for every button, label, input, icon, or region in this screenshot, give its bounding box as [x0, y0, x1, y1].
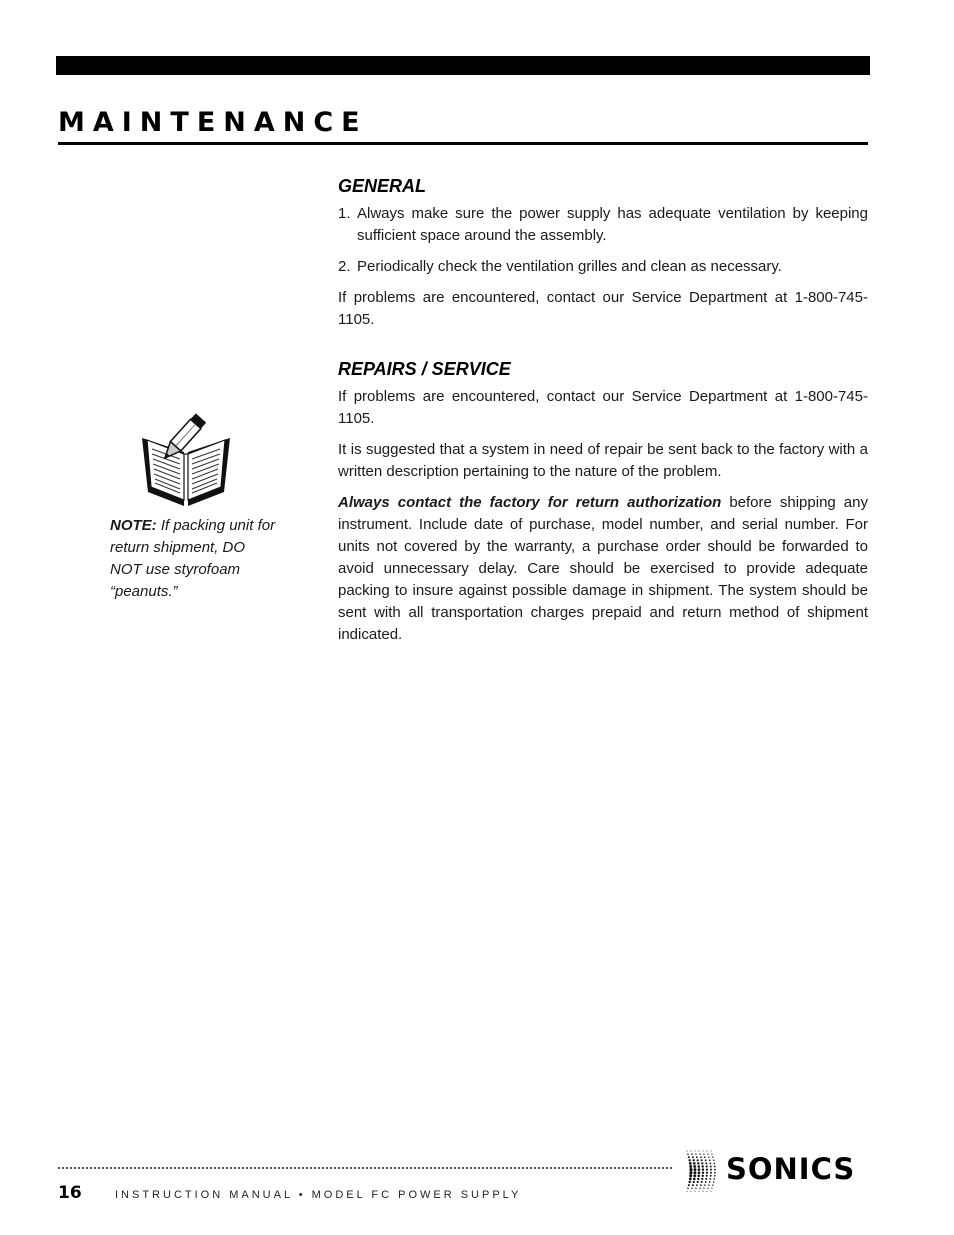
- general-list: [338, 203, 868, 278]
- main-content: [338, 171, 868, 655]
- authorization-emphasis: Always contact the factory for return authorization: [338, 494, 722, 511]
- list-item: [338, 256, 868, 278]
- packing-note: [110, 515, 280, 603]
- note-text: If packing unit for return shipment, DO NOT use styrofoam “peanuts.”: [110, 517, 276, 600]
- title-rule: [58, 142, 868, 145]
- header-bar: [56, 56, 870, 75]
- sonics-logo: [684, 1149, 870, 1194]
- list-item-text: Periodically check the ventilation grilles and clean as necessary.: [357, 258, 782, 275]
- repairs-authorization: [338, 492, 868, 646]
- list-item-number: 2.: [338, 258, 351, 275]
- footer-divider: [58, 1167, 672, 1169]
- footer-caption: INSTRUCTION MANUAL • MODEL FC POWER SUPPLY: [115, 1189, 522, 1201]
- general-heading: GENERAL: [338, 176, 427, 196]
- sonics-logo-text: SONICS: [726, 1152, 856, 1186]
- authorization-text: before shipping any instrument. Include date of purchase, model number, and serial number. For units not covered by the warranty, a purchase order should be forwarded to avoid unnecessary delay. Care should be exercised to provide adequate packing to insure against possible damage in shipment. The system should be sent with all transportation charges prepaid and return method of shipment indicated.: [338, 494, 868, 643]
- page-title: MAINTENANCE: [58, 107, 368, 138]
- list-item: [338, 203, 868, 247]
- list-item-number: 1.: [338, 205, 351, 222]
- book-pencil-icon: [138, 412, 234, 508]
- note-label: NOTE:: [110, 517, 157, 534]
- repairs-suggestion: It is suggested that a system in need of repair be sent back to the factory with a written description pertaining to the nature of the problem.: [338, 441, 868, 480]
- sonics-logo-mark-icon: [684, 1149, 716, 1194]
- repairs-contact: If problems are encountered, contact our Service Department at 1-800-745-1105.: [338, 388, 868, 427]
- general-contact: If problems are encountered, contact our Service Department at 1-800-745-1105.: [338, 289, 868, 328]
- page-number: 16: [58, 1183, 82, 1203]
- repairs-heading: REPAIRS / SERVICE: [338, 359, 511, 379]
- list-item-text: Always make sure the power supply has adequate ventilation by keeping sufficient space around the assembly.: [357, 205, 868, 244]
